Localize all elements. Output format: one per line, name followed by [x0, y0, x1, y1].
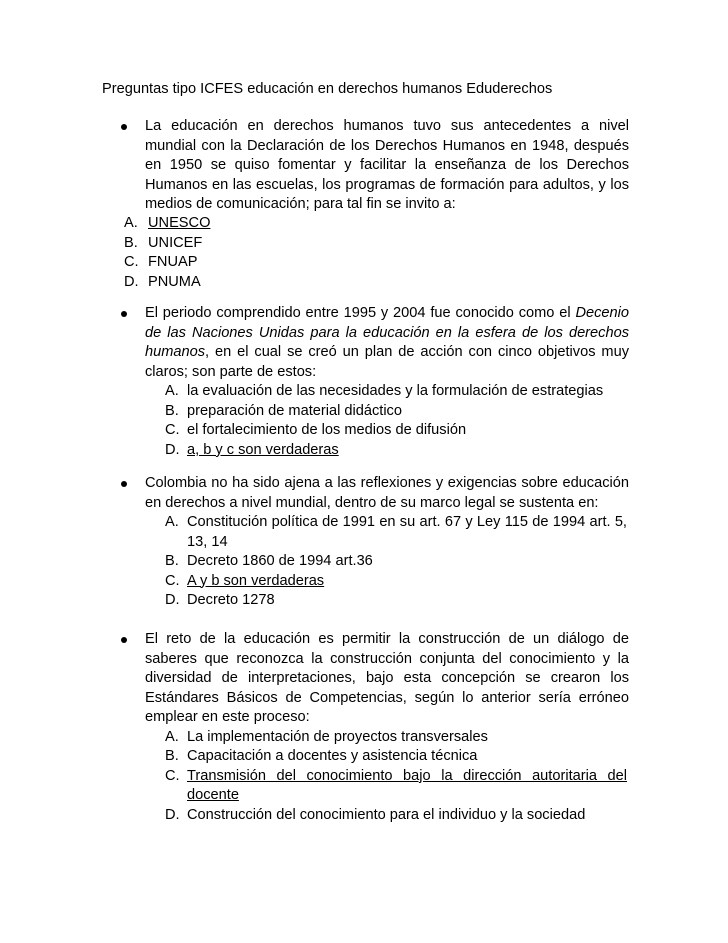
option-text: Decreto 1278	[187, 592, 275, 608]
option-text: Constitución política de 1991 en su art. 67 y Ley 115 de 1994 art. 5, 13, 14	[187, 514, 627, 550]
bullet-icon	[121, 311, 127, 317]
question-3-options	[165, 513, 627, 611]
question-2-options	[165, 382, 627, 460]
bullet-icon	[121, 637, 127, 643]
option-2d: D. a, b y c son verdaderas	[165, 441, 339, 458]
option-1c: C. FNUAP	[124, 254, 198, 270]
option-text: La implementación de proyectos transversales	[187, 728, 488, 745]
option-text: preparación de material didáctico	[187, 402, 402, 419]
option-1d: D. PNUMA	[124, 273, 201, 290]
option-text: el fortalecimiento de los medios de difusión	[187, 422, 467, 438]
option-text: Decreto 1860 de 1994 art.36	[187, 553, 373, 569]
question-1-text: La educación en derechos humanos tuvo sus antecedentes a nivel mundial con la Declaración de los Derechos Humanos en 1948, después en 1950 se quiso fomentar y facilitar la enseñanza de los Derechos Humanos en las escuelas, los programas de formación para adultos, y los medios de comunicación; para tal fin se invito a:	[145, 118, 629, 212]
option-text: FNUAP	[148, 254, 198, 270]
question-3-text: Colombia no ha sido ajena a las reflexiones y exigencias sobre educación en derechos a nivel mundial, dentro de su marco legal se sustenta en:	[145, 475, 629, 511]
option-text: PNUMA	[148, 273, 201, 290]
question-4-text: El reto de la educación es permitir la construcción de un diálogo de saberes que reconozca la construcción conjunta del conocimiento y la diversidad de interpretaciones, bajo esta concepción se crearon los Estándares Básicos de Competencias, según lo anterior sería erróneo emplear en este proceso:	[145, 631, 629, 725]
option-1b: B. UNICEF	[124, 234, 203, 251]
question-1-options	[124, 214, 210, 292]
document-title: Preguntas tipo ICFES educación en derechos humanos Eduderechos	[102, 81, 553, 97]
option-text: Transmisión del conocimiento bajo la dirección autoritaria del docente	[187, 767, 627, 803]
option-3d: D. Decreto 1278	[165, 592, 275, 608]
option-text: Construcción del conocimiento para el individuo y la sociedad	[187, 806, 586, 823]
option-4a: A. La implementación de proyectos transversales	[165, 728, 488, 745]
bullet-icon	[121, 124, 127, 130]
question-4-options	[165, 728, 627, 826]
option-2a: A. la evaluación de las necesidades y la formulación de estrategias	[165, 383, 604, 399]
option-2c: C. el fortalecimiento de los medios de difusión	[165, 422, 467, 438]
question-2	[145, 304, 629, 460]
option-4c: C. Transmisión del conocimiento bajo la dirección autoritaria del docente	[165, 767, 627, 803]
question-2-text: El periodo comprendido entre 1995 y 2004 fue conocido como el Decenio de las Naciones Unidas para la educación en la esfera de los derechos humanos, en el cual se creó un plan de acción con cinco objetivos muy claros; son parte de estos:	[145, 305, 629, 380]
question-3	[145, 474, 629, 611]
option-text: la evaluación de las necesidades y la formulación de estrategias	[187, 383, 604, 399]
option-text: a, b y c son verdaderas	[187, 441, 339, 458]
question-4	[145, 630, 629, 825]
bullet-icon	[121, 481, 127, 487]
option-2b: B. preparación de material didáctico	[165, 402, 402, 419]
option-4d: D. Construcción del conocimiento para el individuo y la sociedad	[165, 806, 586, 823]
option-text: UNESCO	[148, 215, 211, 231]
option-text: Capacitación a docentes y asistencia técnica	[187, 748, 478, 764]
option-3b: B. Decreto 1860 de 1994 art.36	[165, 553, 373, 569]
option-3a: A. Constitución política de 1991 en su art. 67 y Ley 115 de 1994 art. 5, 13, 14	[165, 514, 627, 550]
option-1a: A. UNESCO	[124, 215, 211, 231]
option-text: UNICEF	[148, 234, 203, 251]
question-1	[145, 117, 629, 215]
option-text: A y b son verdaderas	[187, 572, 325, 589]
option-3c: C. A y b son verdaderas	[165, 572, 325, 589]
option-4b: B. Capacitación a docentes y asistencia técnica	[165, 748, 478, 764]
